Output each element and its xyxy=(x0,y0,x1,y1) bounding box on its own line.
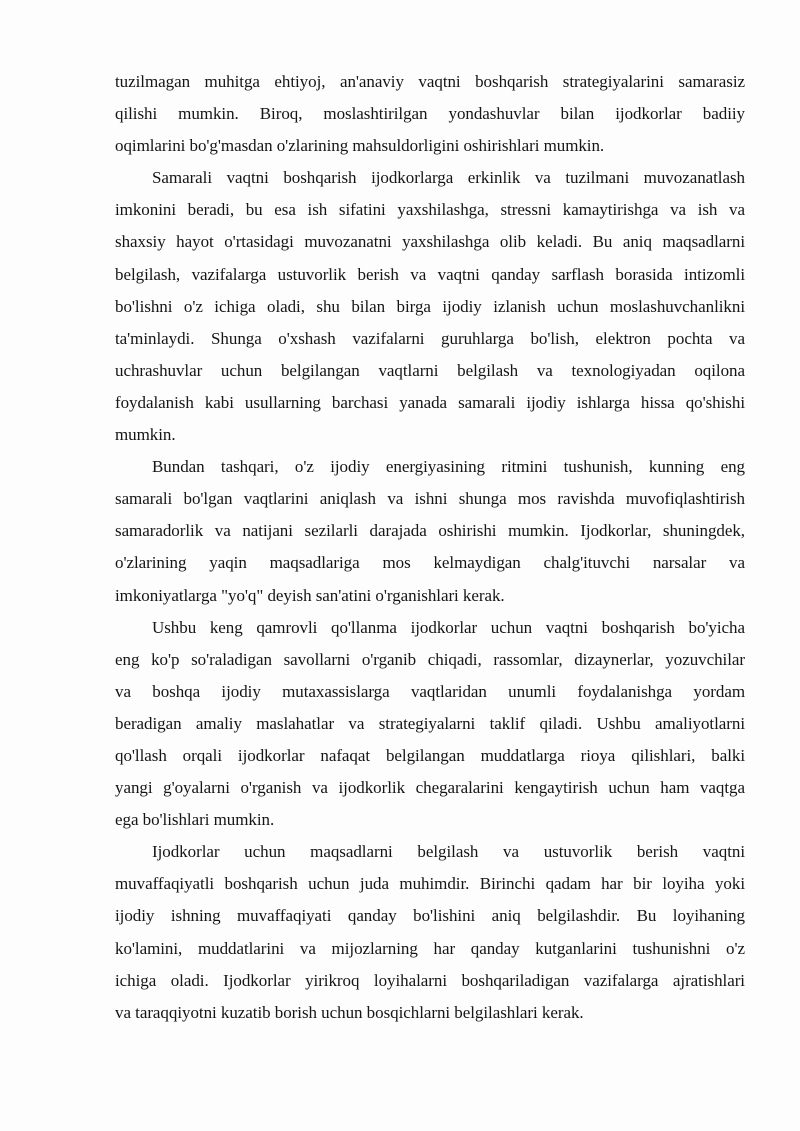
text-line: ega bo'lishlari mumkin. xyxy=(115,810,275,830)
text-line: uchrashuvlar uchun belgilangan vaqtlarni belgilash va texnologiyadan oqilona xyxy=(115,360,745,380)
text-line: imkoniyatlarga "yo'q" deyish san'atini o'rganishlari kerak. xyxy=(115,585,505,605)
text-line: oqimlarini bo'g'masdan o'zlarining mahsuldorligini oshirishlari mumkin. xyxy=(115,136,605,156)
paragraph xyxy=(115,162,745,451)
document-text xyxy=(115,66,745,1029)
text-line: shaxsiy hayot o'rtasidagi muvozanatni yaxshilashga olib keladi. Bu aniq maqsadlarni xyxy=(115,232,745,252)
text-line: qilishi mumkin. Biroq, moslashtirilgan yondashuvlar bilan ijodkorlar badiiy xyxy=(115,104,745,124)
text-line: ko'lamini, muddatlarini va mijozlarning har qanday kutganlarini tushunishni o'z xyxy=(115,938,745,958)
text-line: Samarali vaqtni boshqarish ijodkorlarga erkinlik va tuzilmani muvozanatlash xyxy=(152,168,745,188)
text-line: eng ko'p so'raladigan savollarni o'rganib chiqadi, rassomlar, dizaynerlar, yozuvchilar xyxy=(115,649,745,669)
text-line: ijodiy ishning muvaffaqiyati qanday bo'lishini aniq belgilashdir. Bu loyihaning xyxy=(115,906,745,926)
text-line: Bundan tashqari, o'z ijodiy energiyasining ritmini tushunish, kunning eng xyxy=(152,457,745,477)
text-line: samarali bo'lgan vaqtlarini aniqlash va ishni shunga mos ravishda muvofiqlashtirish xyxy=(115,489,745,509)
text-line: tuzilmagan muhitga ehtiyoj, an'anaviy vaqtni boshqarish strategiyalarini samarasiz xyxy=(115,72,745,91)
text-line: Ijodkorlar uchun maqsadlarni belgilash va ustuvorlik berish vaqtni xyxy=(152,842,745,862)
text-line: imkonini beradi, bu esa ish sifatini yaxshilashga, stressni kamaytirishga va ish va xyxy=(115,200,745,220)
paragraph xyxy=(115,451,745,611)
text-line: o'zlarining yaqin maqsadlariga mos kelmaydigan chalg'ituvchi narsalar va xyxy=(115,553,745,573)
text-line: Ushbu keng qamrovli qo'llanma ijodkorlar uchun vaqtni boshqarish bo'yicha xyxy=(152,617,745,637)
text-line: belgilash, vazifalarga ustuvorlik berish va vaqtni qanday sarflash borasida intizomli xyxy=(115,264,745,284)
paragraph xyxy=(115,612,745,837)
text-line: ichiga oladi. Ijodkorlar yirikroq loyihalarni boshqariladigan vazifalarga ajratishlari xyxy=(115,970,745,990)
text-line: yangi g'oyalarni o'rganish va ijodkorlik chegaralarini kengaytirish uchun ham vaqtga xyxy=(115,778,745,798)
paragraph xyxy=(115,836,745,1029)
text-line: va taraqqiyotni kuzatib borish uchun bosqichlarni belgilashlari kerak. xyxy=(115,1002,584,1022)
text-line: muvaffaqiyatli boshqarish uchun juda muhimdir. Birinchi qadam har bir loyiha yoki xyxy=(115,874,745,894)
text-line: mumkin. xyxy=(115,425,176,445)
text-line: bo'lishni o'z ichiga oladi, shu bilan birga ijodiy izlanish uchun moslashuvchanlikni xyxy=(115,296,745,316)
text-line: qo'llash orqali ijodkorlar nafaqat belgilangan muddatlarga rioya qilishlari, balki xyxy=(115,745,745,765)
text-line: ta'minlaydi. Shunga o'xshash vazifalarni guruhlarga bo'lish, elektron pochta va xyxy=(115,328,745,348)
text-line: foydalanish kabi usullarning barchasi yanada samarali ijodiy ishlarga hissa qo'shishi xyxy=(115,392,745,412)
paragraph xyxy=(115,66,745,162)
text-line: samaradorlik va natijani sezilarli darajada oshirishi mumkin. Ijodkorlar, shuningdek, xyxy=(115,521,745,541)
text-line: beradigan amaliy maslahatlar va strategiyalarni taklif qiladi. Ushbu amaliyotlarni xyxy=(115,713,745,733)
text-line: va boshqa ijodiy mutaxassislarga vaqtlaridan unumli foydalanishga yordam xyxy=(115,681,745,701)
